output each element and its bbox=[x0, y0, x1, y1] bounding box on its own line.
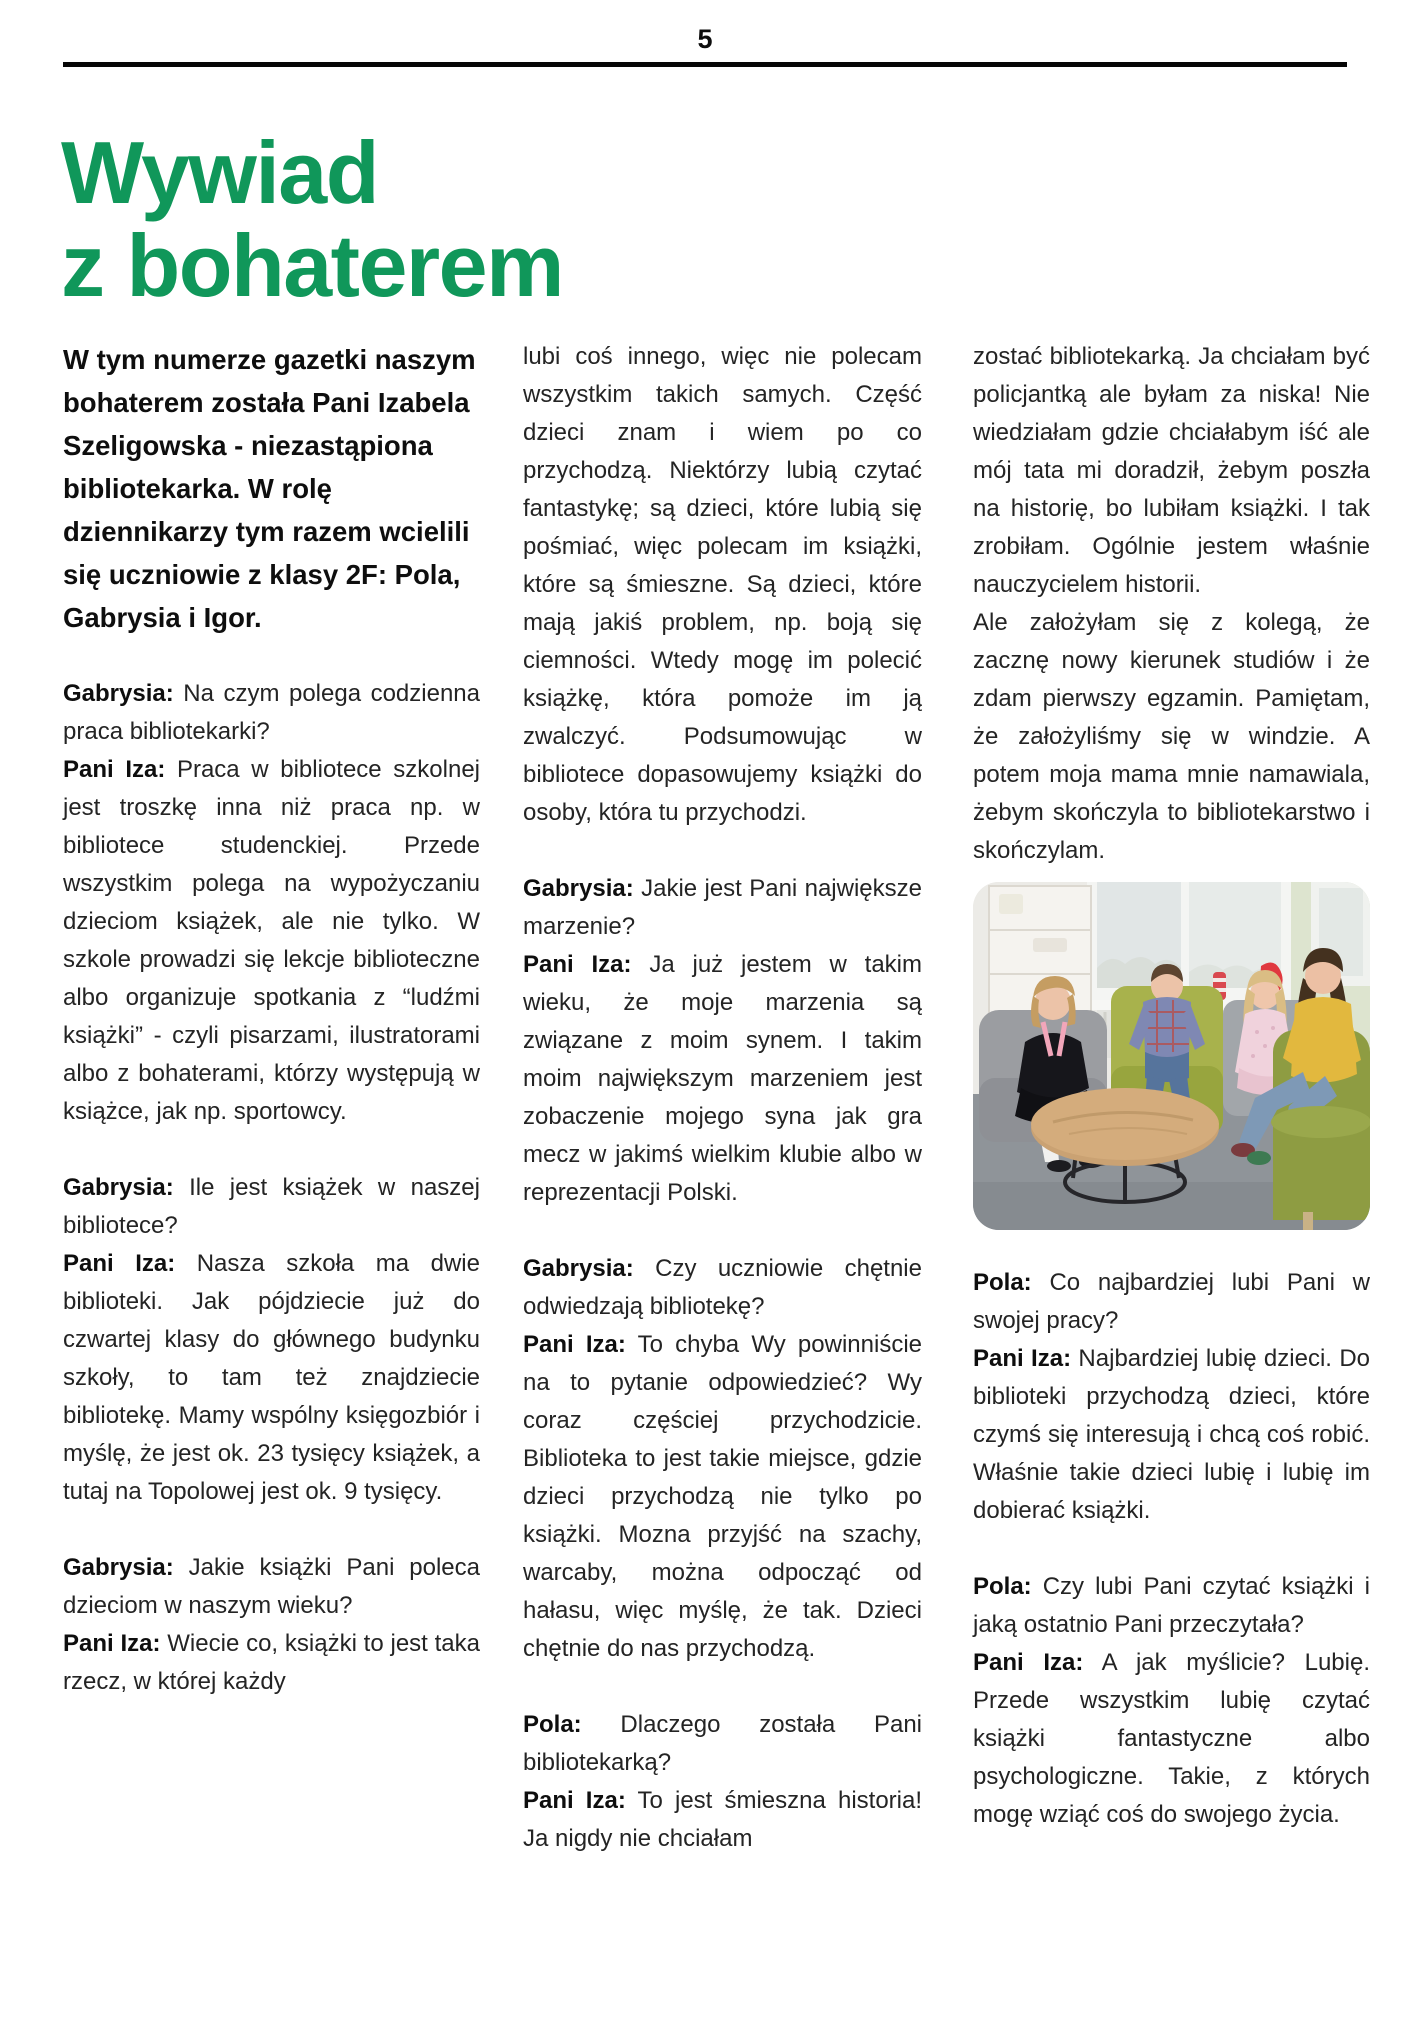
paragraph bbox=[973, 338, 1370, 604]
paragraph bbox=[523, 1326, 922, 1668]
paragraph-text: Jakie jest Pani największe marzenie? bbox=[523, 875, 922, 940]
intro-paragraph bbox=[63, 338, 480, 639]
qa-block bbox=[63, 1169, 480, 1511]
speaker-label: Pani Iza: bbox=[63, 756, 166, 783]
text-column-1 bbox=[63, 338, 480, 1739]
qa-block bbox=[523, 870, 922, 1212]
paragraph bbox=[523, 1782, 922, 1858]
paragraph-text: lubi coś innego, więc nie polecam wszystkim takich samych. Część dzieci znam i wiem po co przychodzą. Niektórzy lubią czytać fantastykę; są dzieci, które lubią się pośmiać, więc polecam im książki, które są śmieszne. Są dzieci, które mają jakiś problem, np. boją się ciemności. Wtedy mogę im polecić książkę, która pomoże im ją zwalczyć. Podsumowując w bibliotece dopasowujemy książki do osoby, która tu przychodzi. bbox=[523, 343, 922, 826]
header-divider-rule bbox=[63, 62, 1347, 67]
paragraph bbox=[63, 751, 480, 1131]
paragraph-text: Czy lubi Pani czytać książki i jaką ostatnio Pani przeczytała? bbox=[973, 1573, 1370, 1638]
paragraph bbox=[63, 1625, 480, 1701]
paragraph bbox=[523, 338, 922, 832]
interview-photo-illustration bbox=[973, 882, 1370, 1230]
paragraph-text: Jakie książki Pani poleca dzieciom w naszym wieku? bbox=[63, 1554, 480, 1619]
speaker-label: Pani Iza: bbox=[523, 1787, 626, 1814]
speaker-label: Gabrysia: bbox=[523, 875, 634, 902]
paragraph-text: Najbardziej lubię dzieci. Do biblioteki przychodzą dzieci, które czymś się interesują i chcą coś robić. Właśnie takie dzieci lubię i lubię im dobierać książki. bbox=[973, 1345, 1370, 1524]
paragraph bbox=[63, 1169, 480, 1245]
speaker-label: Pani Iza: bbox=[523, 951, 632, 978]
qa-block bbox=[523, 1706, 922, 1858]
speaker-label: Gabrysia: bbox=[63, 1554, 174, 1581]
page-title-line-1: Wywiad bbox=[61, 123, 379, 222]
paragraph bbox=[973, 1340, 1370, 1530]
paragraph bbox=[973, 1264, 1370, 1340]
paragraph-text: To chyba Wy powinniście na to pytanie odpowiedzieć? Wy coraz częściej przychodzicie. Biblioteka to jest takie miejsce, gdzie dzieci przychodzą nie tylko po książki. Mozna przyjść na szachy, warcaby, można odpocząć od hałasu, więc myślę, że tak. Dzieci chętnie do nas przychodzą. bbox=[523, 1331, 922, 1662]
paragraph-text: Co najbardziej lubi Pani w swojej pracy? bbox=[973, 1269, 1370, 1334]
paragraph bbox=[63, 1245, 480, 1511]
paragraph-text: To jest śmieszna historia! Ja nigdy nie chciałam bbox=[523, 1787, 923, 1852]
speaker-label: Pani Iza: bbox=[523, 1331, 626, 1358]
paragraph bbox=[523, 1706, 922, 1782]
continuation-paragraph bbox=[523, 338, 922, 832]
paragraph-text: zostać bibliotekarką. Ja chciałam być policjantką ale byłam za niska! Nie wiedziałam gdzie chciałabym iść ale mój tata mi doradził, żebym poszła na historię, bo lubiłam książki. I tak zrobiłam. Ogólnie jestem właśnie nauczycielem historii. bbox=[973, 343, 1370, 598]
paragraph-text: Ale założyłam się z kolegą, że zacznę nowy kierunek studiów i że zdam pierwszy egzamin. Pamiętam, że założyliśmy się w windzie. A potem moja mama mnie namawiala, żebym skończyla to bibliotekarstwo i skończylam. bbox=[973, 609, 1370, 864]
speaker-label: Pani Iza: bbox=[973, 1649, 1084, 1676]
page-title-line-2: z bohaterem bbox=[61, 216, 563, 315]
qa-block bbox=[973, 1264, 1370, 1530]
speaker-label: Pani Iza: bbox=[973, 1345, 1072, 1372]
qa-block bbox=[63, 1549, 480, 1701]
paragraph bbox=[63, 1549, 480, 1625]
speaker-label: Pola: bbox=[523, 1711, 582, 1738]
text-column-3 bbox=[973, 338, 1370, 1872]
text-column-2 bbox=[523, 338, 922, 1896]
speaker-label: Gabrysia: bbox=[63, 1174, 174, 1201]
paragraph-text: Wiecie co, książki to jest taka rzecz, w której każdy bbox=[63, 1630, 480, 1695]
paragraph bbox=[973, 1568, 1370, 1644]
speaker-label: Pani Iza: bbox=[63, 1630, 161, 1657]
page-title bbox=[61, 123, 563, 315]
speaker-label: Gabrysia: bbox=[63, 680, 174, 707]
paragraph-text: Ja już jestem w takim wieku, że moje marzenia są związane z moim synem. I takim moim największym marzeniem jest zobaczenie mojego syna jak gra mecz w jakimś wielkim klubie albo w reprezentacji Polski. bbox=[523, 951, 922, 1206]
continuation-paragraph bbox=[973, 338, 1370, 870]
paragraph-text: Nasza szkoła ma dwie biblioteki. Jak pójdziecie już do czwartej klasy do głównego budynku szkoły, to tam też znajdziecie bibliotekę. Mamy wspólny księgozbiór i myślę, że jest ok. 23 tysięcy książek, a tutaj na Topolowej jest ok. 9 tysięcy. bbox=[63, 1250, 480, 1505]
speaker-label: Gabrysia: bbox=[523, 1255, 634, 1282]
qa-block bbox=[523, 1250, 922, 1668]
paragraph-text: A jak myślicie? Lubię. Przede wszystkim lubię czytać książki fantastyczne albo psychologiczne. Takie, z których mogę wziąć coś do swojego życia. bbox=[973, 1649, 1370, 1828]
paragraph bbox=[63, 675, 480, 751]
speaker-label: Pola: bbox=[973, 1573, 1032, 1600]
speaker-label: W tym numerze gazetki naszym bohaterem została Pani Izabela Szeligowska - niezastąpiona bibliotekarka. W rolę dziennikarzy tym razem wcielili się uczniowie z klasy 2F: Pola, Gabrysia i Igor. bbox=[63, 344, 476, 633]
paragraph bbox=[523, 870, 922, 946]
paragraph bbox=[973, 1644, 1370, 1834]
paragraph bbox=[523, 1250, 922, 1326]
interview-photo bbox=[973, 882, 1370, 1230]
paragraph-text: Czy uczniowie chętnie odwiedzają bibliotekę? bbox=[523, 1255, 922, 1320]
paragraph bbox=[63, 338, 480, 639]
paragraph-text: Ile jest książek w naszej bibliotece? bbox=[63, 1174, 480, 1239]
paragraph bbox=[973, 604, 1370, 870]
speaker-label: Pani Iza: bbox=[63, 1250, 176, 1277]
paragraph-text: Na czym polega codzienna praca bibliotekarki? bbox=[63, 680, 480, 745]
page-number: 5 bbox=[697, 24, 713, 54]
paragraph-text: Dlaczego została Pani bibliotekarką? bbox=[523, 1711, 922, 1776]
qa-block bbox=[973, 1568, 1370, 1834]
speaker-label: Pola: bbox=[973, 1269, 1032, 1296]
paragraph-text: Praca w bibliotece szkolnej jest troszkę inna niż praca np. w bibliotece studenckiej. Przede wszystkim polega na wypożyczaniu dzieciom książek, ale nie tylko. W szkole prowadzi się lekcje biblioteczne albo organizuje spotkania z “ludźmi książki” - czyli pisarzami, ilustratorami albo z bohaterami, którzy występują w książce, jak np. sportowcy. bbox=[63, 756, 480, 1125]
columns bbox=[63, 338, 1370, 1896]
qa-block bbox=[63, 675, 480, 1131]
paragraph bbox=[523, 946, 922, 1212]
